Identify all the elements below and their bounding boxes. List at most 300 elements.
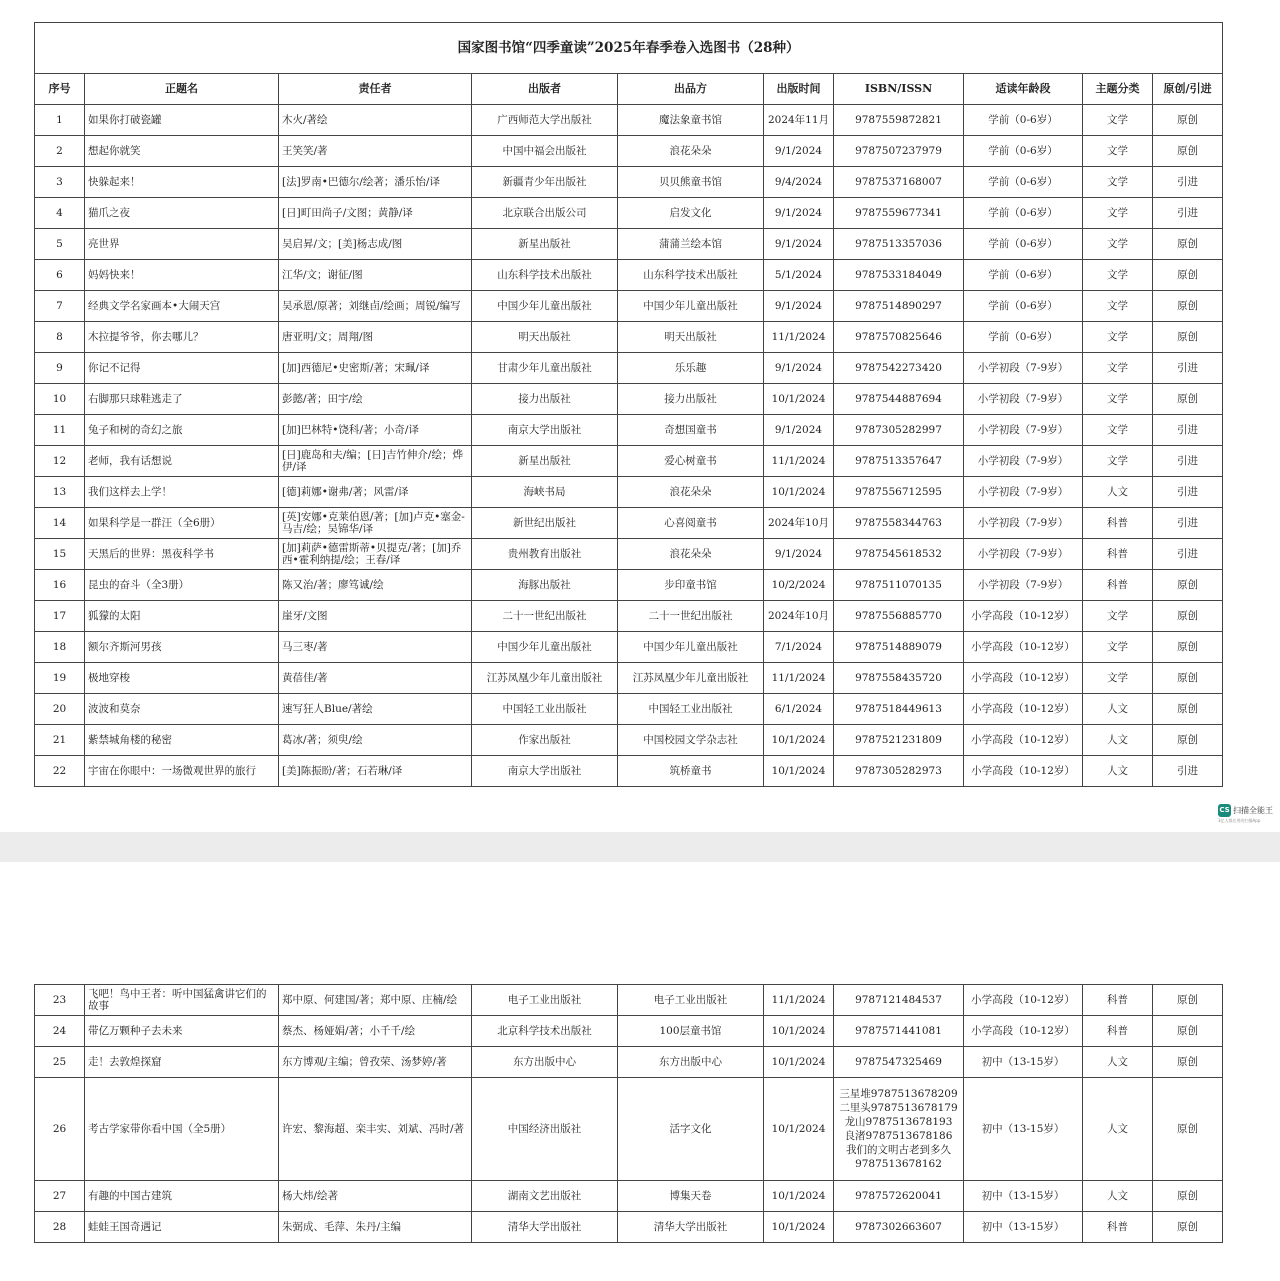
cell-category: 文学: [1083, 601, 1153, 632]
cell-category: 文学: [1083, 229, 1153, 260]
cell-producer: 接力出版社: [618, 384, 764, 415]
cell-publisher: 新疆青少年出版社: [472, 167, 618, 198]
cell-date: 9/1/2024: [764, 229, 834, 260]
cell-seq: 8: [35, 322, 85, 353]
cell-producer: 明天出版社: [618, 322, 764, 353]
cell-publisher: 贵州教育出版社: [472, 539, 618, 570]
cell-title: 额尔齐斯河男孩: [85, 632, 279, 663]
cell-publisher: 中国少年儿童出版社: [472, 291, 618, 322]
cell-isbn: 9787514890297: [834, 291, 964, 322]
cell-isbn: 9787518449613: [834, 694, 964, 725]
cell-publisher: 山东科学技术出版社: [472, 260, 618, 291]
cell-category: 文学: [1083, 105, 1153, 136]
cell-publisher: 清华大学出版社: [472, 1212, 618, 1243]
cell-age: 初中（13-15岁）: [964, 1078, 1083, 1181]
cell-category: 人文: [1083, 725, 1153, 756]
cell-category: 文学: [1083, 415, 1153, 446]
cell-author: 王笑笑/著: [279, 136, 472, 167]
cell-age: 初中（13-15岁）: [964, 1212, 1083, 1243]
cell-seq: 13: [35, 477, 85, 508]
cell-publisher: 江苏凤凰少年儿童出版社: [472, 663, 618, 694]
cell-date: 11/1/2024: [764, 322, 834, 353]
table-row: [35, 415, 1223, 446]
cell-age: 小学初段（7-9岁）: [964, 570, 1083, 601]
table-row: [35, 260, 1223, 291]
cell-isbn: [834, 1078, 964, 1181]
cell-author: [美]陈振盼/著；石若琳/译: [279, 756, 472, 787]
table-row: [35, 229, 1223, 260]
cell-isbn: 9787533184049: [834, 260, 964, 291]
cell-producer: 筑桥童书: [618, 756, 764, 787]
cell-producer: 二十一世纪出版社: [618, 601, 764, 632]
cell-publisher: 中国中福会出版社: [472, 136, 618, 167]
cell-origin: 原创: [1153, 1212, 1223, 1243]
table-row: [35, 136, 1223, 167]
cell-author: 许宏、黎海超、栾丰实、刘斌、冯时/著: [279, 1078, 472, 1181]
cell-publisher: 新星出版社: [472, 446, 618, 477]
cell-category: 文学: [1083, 632, 1153, 663]
cell-publisher: 海豚出版社: [472, 570, 618, 601]
cell-title: 带亿万颗种子去未来: [85, 1016, 279, 1047]
cell-seq: 7: [35, 291, 85, 322]
cell-author: 陈又治/著；廖笃诚/绘: [279, 570, 472, 601]
cell-publisher: 中国轻工业出版社: [472, 694, 618, 725]
cell-age: 小学初段（7-9岁）: [964, 353, 1083, 384]
cell-date: 10/1/2024: [764, 756, 834, 787]
cell-age: 小学高段（10-12岁）: [964, 601, 1083, 632]
cell-date: 2024年11月: [764, 105, 834, 136]
cell-author: 马三枣/著: [279, 632, 472, 663]
cell-date: 11/1/2024: [764, 985, 834, 1016]
cell-producer: 魔法象童书馆: [618, 105, 764, 136]
cell-date: 9/1/2024: [764, 136, 834, 167]
cell-title: 天黑后的世界：黑夜科学书: [85, 539, 279, 570]
cell-category: 科普: [1083, 508, 1153, 539]
cell-origin: 原创: [1153, 384, 1223, 415]
cell-title: 考古学家带你看中国（全5册）: [85, 1078, 279, 1181]
table-row: [35, 539, 1223, 570]
cell-isbn: 9787537168007: [834, 167, 964, 198]
cell-author: 崖牙/文图: [279, 601, 472, 632]
cell-title: 极地穿梭: [85, 663, 279, 694]
cell-category: 文学: [1083, 353, 1153, 384]
cell-age: 小学高段（10-12岁）: [964, 632, 1083, 663]
cell-author: 黄蓓佳/著: [279, 663, 472, 694]
cell-origin: 原创: [1153, 136, 1223, 167]
book-list-table: [34, 22, 1223, 787]
cell-date: 10/1/2024: [764, 1047, 834, 1078]
cell-author: [法]罗南•巴德尔/绘著；潘乐怡/译: [279, 167, 472, 198]
header-publisher: 出版者: [472, 74, 618, 105]
cell-seq: 6: [35, 260, 85, 291]
cell-isbn: 9787544887694: [834, 384, 964, 415]
cell-producer: 100层童书馆: [618, 1016, 764, 1047]
scanner-name: 扫描全能王: [1233, 806, 1273, 815]
cell-age: 小学高段（10-12岁）: [964, 756, 1083, 787]
cell-producer: 中国轻工业出版社: [618, 694, 764, 725]
cell-title: 走！去敦煌探窟: [85, 1047, 279, 1078]
cell-age: 小学高段（10-12岁）: [964, 725, 1083, 756]
table-title: 国家图书馆“四季童读”2025年春季卷入选图书（28种）: [35, 23, 1223, 74]
cell-producer: 爱心树童书: [618, 446, 764, 477]
cell-title: 狐獴的太阳: [85, 601, 279, 632]
isbn-line: 龙山9787513678193: [844, 1116, 953, 1128]
cell-origin: 原创: [1153, 1181, 1223, 1212]
cell-category: 文学: [1083, 663, 1153, 694]
cell-producer: 中国校园文学杂志社: [618, 725, 764, 756]
cell-date: 5/1/2024: [764, 260, 834, 291]
cell-date: 9/1/2024: [764, 198, 834, 229]
cell-seq: 12: [35, 446, 85, 477]
cell-category: 科普: [1083, 985, 1153, 1016]
cell-origin: 原创: [1153, 725, 1223, 756]
cell-origin: 原创: [1153, 632, 1223, 663]
cell-date: 10/1/2024: [764, 1212, 834, 1243]
cell-title: 蛙蛙王国奇遇记: [85, 1212, 279, 1243]
cell-origin: 引进: [1153, 508, 1223, 539]
cell-title: 宇宙在你眼中：一场微观世界的旅行: [85, 756, 279, 787]
cell-isbn: 9787521231809: [834, 725, 964, 756]
table-row: [35, 694, 1223, 725]
cell-category: 人文: [1083, 1047, 1153, 1078]
cell-category: 文学: [1083, 291, 1153, 322]
cell-seq: 20: [35, 694, 85, 725]
header-producer: 出品方: [618, 74, 764, 105]
cell-publisher: 新星出版社: [472, 229, 618, 260]
page-gap: [0, 832, 1280, 862]
cell-author: [英]安娜•克莱伯恩/著；[加]卢克•塞金-马吉/绘；吴锦华/译: [279, 508, 472, 539]
isbn-line: 三星堆9787513678209: [839, 1088, 958, 1100]
cell-date: 10/1/2024: [764, 1181, 834, 1212]
cell-publisher: 南京大学出版社: [472, 415, 618, 446]
cell-category: 文学: [1083, 446, 1153, 477]
table-row: [35, 1212, 1223, 1243]
cell-origin: 原创: [1153, 105, 1223, 136]
cell-seq: 11: [35, 415, 85, 446]
table-row: [35, 725, 1223, 756]
cell-category: 文学: [1083, 322, 1153, 353]
cell-isbn: 9787571441081: [834, 1016, 964, 1047]
cell-seq: 18: [35, 632, 85, 663]
cell-title: 经典文学名家画本•大闹天宫: [85, 291, 279, 322]
table-row: [35, 353, 1223, 384]
cell-isbn: 9787514889079: [834, 632, 964, 663]
cell-producer: 浪花朵朵: [618, 136, 764, 167]
cell-origin: 原创: [1153, 260, 1223, 291]
cell-origin: 引进: [1153, 539, 1223, 570]
cell-seq: 27: [35, 1181, 85, 1212]
cell-origin: 原创: [1153, 601, 1223, 632]
cell-author: [加]巴林特•饶科/著；小奇/译: [279, 415, 472, 446]
cell-publisher: 南京大学出版社: [472, 756, 618, 787]
cell-isbn: 9787547325469: [834, 1047, 964, 1078]
cell-isbn: 9787556712595: [834, 477, 964, 508]
cell-date: 9/1/2024: [764, 539, 834, 570]
cell-producer: 心喜阅童书: [618, 508, 764, 539]
cell-producer: 乐乐趣: [618, 353, 764, 384]
cell-category: 文学: [1083, 136, 1153, 167]
cell-publisher: 甘肃少年儿童出版社: [472, 353, 618, 384]
cell-origin: 引进: [1153, 477, 1223, 508]
cell-date: 11/1/2024: [764, 663, 834, 694]
table-row: [35, 105, 1223, 136]
cell-category: 人文: [1083, 694, 1153, 725]
cell-title: 兔子和树的奇幻之旅: [85, 415, 279, 446]
cell-origin: 引进: [1153, 198, 1223, 229]
cell-category: 人文: [1083, 756, 1153, 787]
cell-origin: 引进: [1153, 353, 1223, 384]
cell-title: 如果你打破瓷罐: [85, 105, 279, 136]
cell-producer: 浪花朵朵: [618, 477, 764, 508]
table-row: [35, 601, 1223, 632]
table-row: [35, 756, 1223, 787]
cell-publisher: 电子工业出版社: [472, 985, 618, 1016]
cell-date: 2024年10月: [764, 601, 834, 632]
cell-publisher: 湖南文艺出版社: [472, 1181, 618, 1212]
cell-producer: 浪花朵朵: [618, 539, 764, 570]
table-row: [35, 663, 1223, 694]
cell-seq: 28: [35, 1212, 85, 1243]
cell-publisher: 作家出版社: [472, 725, 618, 756]
cell-publisher: 北京联合出版公司: [472, 198, 618, 229]
cell-seq: 1: [35, 105, 85, 136]
cell-isbn: 9787558435720: [834, 663, 964, 694]
cell-age: 学前（0-6岁）: [964, 322, 1083, 353]
cell-date: 10/2/2024: [764, 570, 834, 601]
cell-author: [日]町田尚子/文图；黄静/译: [279, 198, 472, 229]
isbn-line: 我们的文明古老到多久: [846, 1144, 951, 1156]
cell-seq: 14: [35, 508, 85, 539]
cell-seq: 17: [35, 601, 85, 632]
cell-age: 小学初段（7-9岁）: [964, 415, 1083, 446]
cell-age: 学前（0-6岁）: [964, 167, 1083, 198]
isbn-line: 良渚9787513678186: [844, 1130, 953, 1142]
cell-title: 亮世界: [85, 229, 279, 260]
cell-author: 杨大炜/绘著: [279, 1181, 472, 1212]
header-origin: 原创/引进: [1153, 74, 1223, 105]
cell-origin: 原创: [1153, 291, 1223, 322]
cell-origin: 原创: [1153, 1078, 1223, 1181]
cell-isbn: 9787305282997: [834, 415, 964, 446]
cell-producer: 步印童书馆: [618, 570, 764, 601]
cell-publisher: 北京科学技术出版社: [472, 1016, 618, 1047]
cell-seq: 23: [35, 985, 85, 1016]
cell-category: 科普: [1083, 1212, 1153, 1243]
cell-seq: 5: [35, 229, 85, 260]
cell-isbn: 9787570825646: [834, 322, 964, 353]
cell-category: 科普: [1083, 1016, 1153, 1047]
header-row: [35, 74, 1223, 105]
cell-age: 学前（0-6岁）: [964, 198, 1083, 229]
cell-date: 11/1/2024: [764, 446, 834, 477]
cell-isbn: 9787302663607: [834, 1212, 964, 1243]
table-row: [35, 384, 1223, 415]
cell-seq: 10: [35, 384, 85, 415]
cell-author: [加]莉萨•德雷斯蒂•贝提克/著；[加]乔西•霍利纳提/绘；王春/译: [279, 539, 472, 570]
cell-seq: 4: [35, 198, 85, 229]
cell-seq: 25: [35, 1047, 85, 1078]
header-age: 适读年龄段: [964, 74, 1083, 105]
cell-isbn: 9787511070135: [834, 570, 964, 601]
cell-age: 初中（13-15岁）: [964, 1181, 1083, 1212]
cell-category: 科普: [1083, 539, 1153, 570]
cell-category: 文学: [1083, 384, 1153, 415]
cell-age: 小学高段（10-12岁）: [964, 663, 1083, 694]
cell-isbn: 9787556885770: [834, 601, 964, 632]
cell-producer: 活字文化: [618, 1078, 764, 1181]
header-seq: 序号: [35, 74, 85, 105]
cell-origin: 引进: [1153, 167, 1223, 198]
cell-isbn: 9787513357036: [834, 229, 964, 260]
cell-title: 木拉提爷爷，你去哪儿？: [85, 322, 279, 353]
cell-seq: 16: [35, 570, 85, 601]
cell-author: 唐亚明/文；周翔/图: [279, 322, 472, 353]
cell-origin: 引进: [1153, 415, 1223, 446]
cell-producer: 蒲蒲兰绘本馆: [618, 229, 764, 260]
cell-producer: 江苏凤凰少年儿童出版社: [618, 663, 764, 694]
cell-date: 9/1/2024: [764, 353, 834, 384]
cell-title: 你记不记得: [85, 353, 279, 384]
cell-origin: 原创: [1153, 570, 1223, 601]
cell-date: 2024年10月: [764, 508, 834, 539]
cell-title: 我们这样去上学！: [85, 477, 279, 508]
cell-publisher: 广西师范大学出版社: [472, 105, 618, 136]
table-row: [35, 1047, 1223, 1078]
cell-category: 人文: [1083, 1181, 1153, 1212]
cell-age: 小学高段（10-12岁）: [964, 1016, 1083, 1047]
cell-isbn: 9787542273420: [834, 353, 964, 384]
cell-age: 小学初段（7-9岁）: [964, 384, 1083, 415]
cell-publisher: 二十一世纪出版社: [472, 601, 618, 632]
table-row: [35, 322, 1223, 353]
cell-date: 7/1/2024: [764, 632, 834, 663]
cell-seq: 26: [35, 1078, 85, 1181]
cell-producer: 中国少年儿童出版社: [618, 632, 764, 663]
cell-category: 人文: [1083, 1078, 1153, 1181]
cell-author: 彭懿/著；田宇/绘: [279, 384, 472, 415]
cell-author: 速写狂人Blue/著绘: [279, 694, 472, 725]
cell-producer: 启发文化: [618, 198, 764, 229]
cell-producer: 东方出版中心: [618, 1047, 764, 1078]
cell-author: 葛冰/著；须臾/绘: [279, 725, 472, 756]
cell-age: 学前（0-6岁）: [964, 136, 1083, 167]
cell-seq: 2: [35, 136, 85, 167]
cell-date: 9/1/2024: [764, 415, 834, 446]
cell-isbn: 9787507237979: [834, 136, 964, 167]
cell-age: 小学初段（7-9岁）: [964, 508, 1083, 539]
cell-isbn: 9787513357647: [834, 446, 964, 477]
cell-author: 东方博观/主编；曾孜荣、汤梦婷/著: [279, 1047, 472, 1078]
cell-age: 学前（0-6岁）: [964, 105, 1083, 136]
isbn-line: 9787513678162: [855, 1158, 942, 1170]
cell-age: 小学高段（10-12岁）: [964, 985, 1083, 1016]
header-isbn: ISBN/ISSN: [834, 74, 964, 105]
cell-origin: 原创: [1153, 985, 1223, 1016]
cell-title: 昆虫的奋斗（全3册）: [85, 570, 279, 601]
cell-title: 快躲起来！: [85, 167, 279, 198]
book-list-table-continued: [34, 984, 1223, 1243]
cell-author: [德]莉娜•谢弗/著；风雷/译: [279, 477, 472, 508]
cell-publisher: 海峡书局: [472, 477, 618, 508]
cell-title: 如果科学是一群汪（全6册）: [85, 508, 279, 539]
cell-author: 吴承恩/原著；刘继卣/绘画；周锐/编写: [279, 291, 472, 322]
cell-age: 初中（13-15岁）: [964, 1047, 1083, 1078]
scanner-logo: CS: [1218, 804, 1231, 817]
cell-date: 9/1/2024: [764, 291, 834, 322]
cell-age: 学前（0-6岁）: [964, 260, 1083, 291]
cell-age: 学前（0-6岁）: [964, 291, 1083, 322]
cell-title: 妈妈快来！: [85, 260, 279, 291]
cell-origin: 原创: [1153, 1016, 1223, 1047]
cell-title: 飞吧！鸟中王者：听中国猛禽讲它们的故事: [85, 985, 279, 1016]
cell-publisher: 中国经济出版社: [472, 1078, 618, 1181]
header-category: 主题分类: [1083, 74, 1153, 105]
table-row: [35, 632, 1223, 663]
cell-author: 朱弼成、毛萍、朱丹/主编: [279, 1212, 472, 1243]
cell-origin: 原创: [1153, 663, 1223, 694]
cell-age: 学前（0-6岁）: [964, 229, 1083, 260]
header-author: 责任者: [279, 74, 472, 105]
cell-isbn: 9787545618532: [834, 539, 964, 570]
cell-title: 猫爪之夜: [85, 198, 279, 229]
cell-date: 10/1/2024: [764, 384, 834, 415]
table-row: [35, 1078, 1223, 1181]
cell-isbn: 9787572620041: [834, 1181, 964, 1212]
header-date: 出版时间: [764, 74, 834, 105]
table-row: [35, 167, 1223, 198]
cell-age: 小学初段（7-9岁）: [964, 539, 1083, 570]
cell-category: 科普: [1083, 570, 1153, 601]
cell-title: 老师，我有话想说: [85, 446, 279, 477]
cell-title: 波波和莫奈: [85, 694, 279, 725]
cell-origin: 引进: [1153, 756, 1223, 787]
cell-isbn: 9787305282973: [834, 756, 964, 787]
cell-age: 小学高段（10-12岁）: [964, 694, 1083, 725]
cell-publisher: 中国少年儿童出版社: [472, 632, 618, 663]
cell-origin: 原创: [1153, 322, 1223, 353]
cell-seq: 15: [35, 539, 85, 570]
cell-title: 想起你就笑: [85, 136, 279, 167]
cell-title: 紫禁城角楼的秘密: [85, 725, 279, 756]
table-row: [35, 1181, 1223, 1212]
cell-title: 有趣的中国古建筑: [85, 1181, 279, 1212]
cell-isbn: 9787559677341: [834, 198, 964, 229]
cell-date: 10/1/2024: [764, 1078, 834, 1181]
cell-origin: 原创: [1153, 694, 1223, 725]
cell-author: [日]鹿岛和夫/编；[日]吉竹伸介/绘；烨伊/译: [279, 446, 472, 477]
cell-author: 吴启昇/文；[美]杨志成/图: [279, 229, 472, 260]
cell-publisher: 新世纪出版社: [472, 508, 618, 539]
cell-author: 江华/文；谢征/图: [279, 260, 472, 291]
cell-age: 小学初段（7-9岁）: [964, 446, 1083, 477]
cell-publisher: 明天出版社: [472, 322, 618, 353]
cell-origin: 原创: [1153, 229, 1223, 260]
cell-origin: 原创: [1153, 1047, 1223, 1078]
cell-category: 人文: [1083, 477, 1153, 508]
isbn-line: 二里头9787513678179: [839, 1102, 958, 1114]
scanner-slogan: 3亿人都在用的扫描App: [1218, 818, 1261, 823]
cell-producer: 电子工业出版社: [618, 985, 764, 1016]
table-row: [35, 985, 1223, 1016]
cell-category: 文学: [1083, 260, 1153, 291]
cell-isbn: 9787121484537: [834, 985, 964, 1016]
cell-producer: 山东科学技术出版社: [618, 260, 764, 291]
cell-isbn: 9787559872821: [834, 105, 964, 136]
cell-date: 9/4/2024: [764, 167, 834, 198]
cell-author: 木火/著绘: [279, 105, 472, 136]
cell-seq: 24: [35, 1016, 85, 1047]
table-row: [35, 508, 1223, 539]
